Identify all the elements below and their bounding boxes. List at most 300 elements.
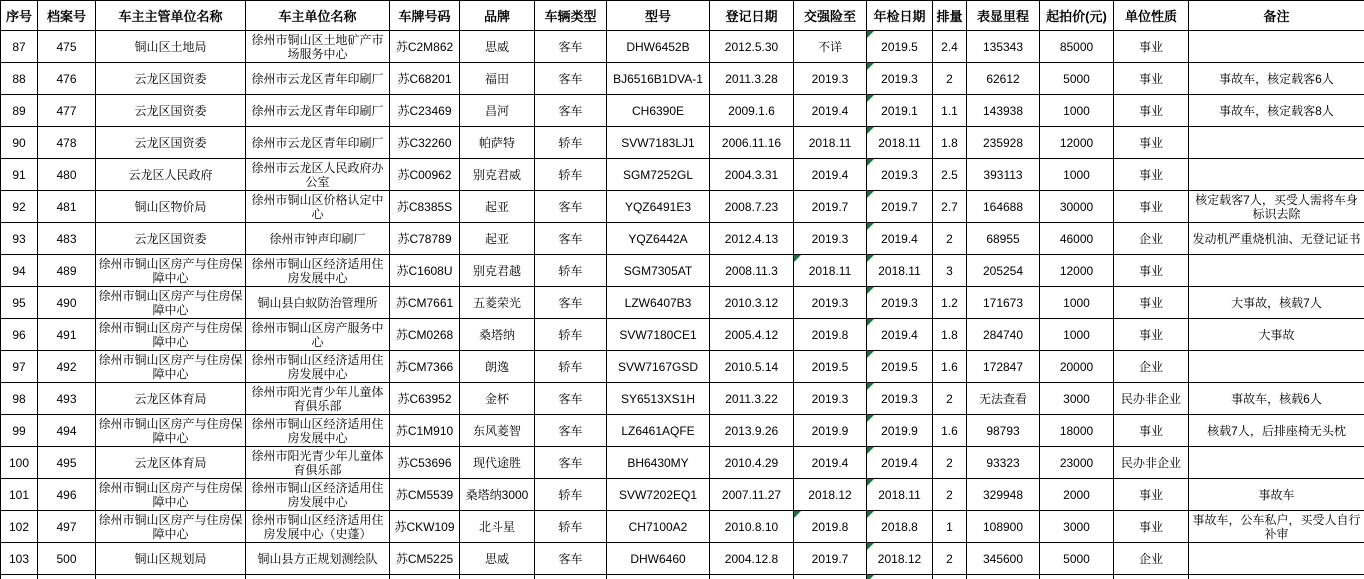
cell-owner-unit[interactable]: 徐州市云龙区青年印刷厂 (246, 63, 390, 95)
cell-insurance-until[interactable]: 2019.3 (794, 287, 867, 319)
cell-start-price[interactable] (1040, 575, 1114, 579)
cell-owner-unit[interactable]: 徐州市钟声印刷厂 (246, 223, 390, 255)
header-cell-file-no[interactable]: 档案号 (38, 1, 96, 31)
cell-unit-nature[interactable] (1114, 575, 1189, 579)
cell-insurance-until[interactable]: 2018.11 (794, 255, 867, 287)
cell-mileage[interactable] (967, 575, 1040, 579)
cell-insurance-until[interactable]: 2018.11 (794, 127, 867, 159)
cell-vehicle-type[interactable]: 客车 (535, 447, 607, 479)
cell-displacement[interactable]: 2 (933, 223, 967, 255)
cell-inspection-date[interactable]: 2019.5 (867, 351, 933, 383)
cell-start-price[interactable]: 30000 (1040, 191, 1114, 223)
cell-plate[interactable]: 苏C23469 (390, 95, 460, 127)
header-cell-unit-nature[interactable]: 单位性质 (1114, 1, 1189, 31)
cell-vehicle-type[interactable]: 轿车 (535, 319, 607, 351)
cell-reg-date[interactable]: 2007.11.27 (710, 479, 794, 511)
cell-reg-date[interactable]: 2009.1.6 (710, 95, 794, 127)
cell-start-price[interactable]: 12000 (1040, 127, 1114, 159)
cell-serial[interactable]: 97 (1, 351, 38, 383)
cell-serial[interactable]: 96 (1, 319, 38, 351)
header-cell-brand[interactable]: 品牌 (460, 1, 535, 31)
cell-reg-date[interactable]: 2008.7.23 (710, 191, 794, 223)
cell-model[interactable]: LZW6407B3 (607, 287, 710, 319)
cell-supervisor-unit[interactable]: 云龙区国资委 (96, 95, 246, 127)
cell-displacement[interactable]: 1 (933, 511, 967, 543)
cell-mileage[interactable]: 284740 (967, 319, 1040, 351)
cell-remarks[interactable]: 事故车，核定载客8人 (1189, 95, 1364, 127)
cell-supervisor-unit[interactable]: 云龙区国资委 (96, 63, 246, 95)
cell-serial[interactable]: 102 (1, 511, 38, 543)
cell-remarks[interactable]: 事故车，公车私户，买受人自行补审 (1189, 511, 1364, 543)
cell-mileage[interactable]: 172847 (967, 351, 1040, 383)
cell-insurance-until[interactable]: 2019.8 (794, 511, 867, 543)
cell-start-price[interactable]: 1000 (1040, 287, 1114, 319)
cell-serial[interactable]: 89 (1, 95, 38, 127)
cell-brand[interactable]: 桑塔纳 (460, 319, 535, 351)
cell-owner-unit[interactable]: 徐州市铜山区土地矿产市场服务中心 (246, 31, 390, 63)
cell-supervisor-unit[interactable]: 云龙区人民政府 (96, 159, 246, 191)
cell-start-price[interactable]: 23000 (1040, 447, 1114, 479)
cell-insurance-until[interactable]: 2019.4 (794, 159, 867, 191)
cell-owner-unit[interactable]: 徐州市铜山区经济适用住房发展中心 (246, 479, 390, 511)
cell-unit-nature[interactable]: 事业 (1114, 159, 1189, 191)
cell-supervisor-unit[interactable]: 徐州市铜山区房产与住房保障中心 (96, 255, 246, 287)
cell-supervisor-unit[interactable]: 云龙区体育局 (96, 447, 246, 479)
cell-reg-date[interactable]: 2010.3.12 (710, 287, 794, 319)
header-cell-insurance-until[interactable]: 交强险至 (794, 1, 867, 31)
cell-brand[interactable]: 起亚 (460, 223, 535, 255)
cell-model[interactable]: DHW6460 (607, 543, 710, 575)
cell-remarks[interactable]: 事故车，核定载客6人 (1189, 63, 1364, 95)
cell-remarks[interactable]: 核载7人，后排座椅无头枕 (1189, 415, 1364, 447)
cell-insurance-until[interactable]: 2019.8 (794, 319, 867, 351)
cell-file-no[interactable]: 480 (38, 159, 96, 191)
cell-mileage[interactable]: 135343 (967, 31, 1040, 63)
cell-vehicle-type[interactable]: 轿车 (535, 351, 607, 383)
header-cell-owner-unit[interactable]: 车主单位名称 (246, 1, 390, 31)
cell-reg-date[interactable]: 2011.3.28 (710, 63, 794, 95)
cell-serial[interactable]: 98 (1, 383, 38, 415)
cell-serial[interactable] (1, 575, 38, 579)
cell-supervisor-unit[interactable]: 徐州市铜山区房产与住房保障中心 (96, 287, 246, 319)
cell-start-price[interactable]: 3000 (1040, 383, 1114, 415)
header-cell-supervisor-unit[interactable]: 车主主管单位名称 (96, 1, 246, 31)
cell-remarks[interactable]: 核定载客7人，买受人需将车身标识去除 (1189, 191, 1364, 223)
cell-inspection-date[interactable]: 2019.4 (867, 223, 933, 255)
cell-serial[interactable]: 99 (1, 415, 38, 447)
cell-model[interactable]: CH7100A2 (607, 511, 710, 543)
cell-unit-nature[interactable]: 民办非企业 (1114, 383, 1189, 415)
cell-unit-nature[interactable]: 事业 (1114, 287, 1189, 319)
cell-inspection-date[interactable]: 2018.8 (867, 511, 933, 543)
cell-brand[interactable]: 帕萨特 (460, 127, 535, 159)
cell-start-price[interactable]: 3000 (1040, 511, 1114, 543)
cell-unit-nature[interactable]: 事业 (1114, 63, 1189, 95)
cell-brand[interactable]: 昌河 (460, 95, 535, 127)
cell-start-price[interactable]: 1000 (1040, 95, 1114, 127)
cell-reg-date[interactable]: 2010.8.10 (710, 511, 794, 543)
cell-serial[interactable]: 90 (1, 127, 38, 159)
cell-serial[interactable]: 92 (1, 191, 38, 223)
cell-serial[interactable]: 95 (1, 287, 38, 319)
cell-remarks[interactable] (1189, 31, 1364, 63)
cell-insurance-until[interactable]: 2019.3 (794, 223, 867, 255)
cell-supervisor-unit[interactable]: 云龙区国资委 (96, 223, 246, 255)
cell-model[interactable]: SGM7252GL (607, 159, 710, 191)
cell-remarks[interactable]: 大事故，核载7人 (1189, 287, 1364, 319)
cell-insurance-until[interactable]: 不详 (794, 31, 867, 63)
header-cell-mileage[interactable]: 表显里程 (967, 1, 1040, 31)
cell-start-price[interactable]: 12000 (1040, 255, 1114, 287)
cell-displacement[interactable]: 1.6 (933, 351, 967, 383)
cell-file-no[interactable]: 497 (38, 511, 96, 543)
cell-brand[interactable]: 现代途胜 (460, 447, 535, 479)
cell-serial[interactable]: 93 (1, 223, 38, 255)
cell-displacement[interactable]: 2 (933, 63, 967, 95)
header-cell-reg-date[interactable]: 登记日期 (710, 1, 794, 31)
cell-inspection-date[interactable]: 2018.11 (867, 479, 933, 511)
cell-unit-nature[interactable]: 事业 (1114, 127, 1189, 159)
cell-plate[interactable] (390, 575, 460, 579)
cell-start-price[interactable]: 20000 (1040, 351, 1114, 383)
header-cell-plate[interactable]: 车牌号码 (390, 1, 460, 31)
cell-model[interactable]: SVW7167GSD (607, 351, 710, 383)
cell-insurance-until[interactable] (794, 575, 867, 579)
cell-insurance-until[interactable]: 2019.3 (794, 63, 867, 95)
cell-reg-date[interactable]: 2010.5.14 (710, 351, 794, 383)
cell-vehicle-type[interactable]: 轿车 (535, 255, 607, 287)
cell-file-no[interactable]: 496 (38, 479, 96, 511)
cell-displacement[interactable]: 2 (933, 479, 967, 511)
header-cell-remarks[interactable]: 备注 (1189, 1, 1364, 31)
cell-mileage[interactable]: 108900 (967, 511, 1040, 543)
cell-file-no[interactable]: 489 (38, 255, 96, 287)
cell-serial[interactable]: 103 (1, 543, 38, 575)
cell-plate[interactable]: 苏CM5225 (390, 543, 460, 575)
cell-insurance-until[interactable]: 2019.4 (794, 447, 867, 479)
cell-owner-unit[interactable]: 徐州市铜山区经济适用住房发展中心（史蓬） (246, 511, 390, 543)
cell-unit-nature[interactable]: 企业 (1114, 543, 1189, 575)
cell-plate[interactable]: 苏CM7366 (390, 351, 460, 383)
cell-file-no[interactable]: 495 (38, 447, 96, 479)
cell-unit-nature[interactable]: 事业 (1114, 255, 1189, 287)
cell-inspection-date[interactable]: 2018.11 (867, 127, 933, 159)
cell-inspection-date[interactable]: 2019.9 (867, 415, 933, 447)
cell-start-price[interactable]: 2000 (1040, 479, 1114, 511)
cell-owner-unit[interactable]: 徐州市云龙区青年印刷厂 (246, 127, 390, 159)
cell-insurance-until[interactable]: 2019.9 (794, 415, 867, 447)
cell-vehicle-type[interactable]: 客车 (535, 63, 607, 95)
cell-file-no[interactable]: 490 (38, 287, 96, 319)
cell-model[interactable]: LZ6461AQFE (607, 415, 710, 447)
cell-owner-unit[interactable]: 铜山县白蚁防治管理所 (246, 287, 390, 319)
cell-inspection-date[interactable]: 2019.4 (867, 319, 933, 351)
cell-mileage[interactable]: 171673 (967, 287, 1040, 319)
cell-displacement[interactable]: 1.6 (933, 415, 967, 447)
header-cell-displacement[interactable]: 排量 (933, 1, 967, 31)
cell-serial[interactable]: 88 (1, 63, 38, 95)
cell-displacement[interactable] (933, 575, 967, 579)
cell-file-no[interactable]: 481 (38, 191, 96, 223)
cell-insurance-until[interactable]: 2018.12 (794, 479, 867, 511)
cell-owner-unit[interactable]: 徐州市铜山区价格认定中心 (246, 191, 390, 223)
cell-owner-unit[interactable]: 铜山县方正规划测绘队 (246, 543, 390, 575)
cell-reg-date[interactable] (710, 575, 794, 579)
cell-vehicle-type[interactable]: 客车 (535, 191, 607, 223)
cell-supervisor-unit[interactable]: 铜山区土地局 (96, 31, 246, 63)
cell-brand[interactable]: 福田 (460, 63, 535, 95)
cell-reg-date[interactable]: 2006.11.16 (710, 127, 794, 159)
cell-plate[interactable]: 苏C53696 (390, 447, 460, 479)
cell-remarks[interactable]: 事故车 (1189, 479, 1364, 511)
cell-unit-nature[interactable]: 事业 (1114, 31, 1189, 63)
cell-vehicle-type[interactable]: 轿车 (535, 159, 607, 191)
cell-remarks[interactable] (1189, 159, 1364, 191)
cell-vehicle-type[interactable]: 轿车 (535, 511, 607, 543)
cell-supervisor-unit[interactable] (96, 575, 246, 579)
cell-insurance-until[interactable]: 2019.5 (794, 351, 867, 383)
cell-inspection-date[interactable]: 2019.3 (867, 63, 933, 95)
cell-mileage[interactable]: 无法查看 (967, 383, 1040, 415)
cell-start-price[interactable]: 46000 (1040, 223, 1114, 255)
cell-displacement[interactable]: 2.5 (933, 159, 967, 191)
cell-supervisor-unit[interactable]: 云龙区体育局 (96, 383, 246, 415)
cell-insurance-until[interactable]: 2019.7 (794, 191, 867, 223)
cell-mileage[interactable]: 93323 (967, 447, 1040, 479)
cell-brand[interactable]: 桑塔纳3000 (460, 479, 535, 511)
cell-model[interactable]: DHW6452B (607, 31, 710, 63)
cell-inspection-date[interactable]: 2019.1 (867, 95, 933, 127)
cell-remarks[interactable]: 发动机严重烧机油、无登记证书 (1189, 223, 1364, 255)
cell-insurance-until[interactable]: 2019.4 (794, 95, 867, 127)
cell-file-no[interactable]: 492 (38, 351, 96, 383)
cell-displacement[interactable]: 2 (933, 447, 967, 479)
cell-owner-unit[interactable]: 徐州市铜山区经济适用住房发展中心 (246, 351, 390, 383)
cell-start-price[interactable]: 1000 (1040, 159, 1114, 191)
cell-file-no[interactable]: 477 (38, 95, 96, 127)
cell-owner-unit[interactable]: 徐州市阳光青少年儿童体育俱乐部 (246, 447, 390, 479)
cell-serial[interactable]: 100 (1, 447, 38, 479)
header-cell-inspection-date[interactable]: 年检日期 (867, 1, 933, 31)
cell-reg-date[interactable]: 2013.9.26 (710, 415, 794, 447)
cell-model[interactable]: SVW7202EQ1 (607, 479, 710, 511)
cell-displacement[interactable]: 2.7 (933, 191, 967, 223)
cell-plate[interactable]: 苏CM5539 (390, 479, 460, 511)
cell-vehicle-type[interactable]: 客车 (535, 95, 607, 127)
cell-unit-nature[interactable]: 事业 (1114, 319, 1189, 351)
cell-reg-date[interactable]: 2004.3.31 (710, 159, 794, 191)
cell-brand[interactable]: 金杯 (460, 383, 535, 415)
cell-unit-nature[interactable]: 事业 (1114, 511, 1189, 543)
cell-owner-unit[interactable]: 徐州市阳光青少年儿童体育俱乐部 (246, 383, 390, 415)
cell-insurance-until[interactable]: 2019.3 (794, 383, 867, 415)
cell-mileage[interactable]: 393113 (967, 159, 1040, 191)
cell-displacement[interactable]: 3 (933, 255, 967, 287)
cell-file-no[interactable]: 476 (38, 63, 96, 95)
cell-reg-date[interactable]: 2010.4.29 (710, 447, 794, 479)
cell-file-no[interactable]: 475 (38, 31, 96, 63)
cell-mileage[interactable]: 98793 (967, 415, 1040, 447)
cell-vehicle-type[interactable]: 客车 (535, 287, 607, 319)
cell-model[interactable] (607, 575, 710, 579)
cell-displacement[interactable]: 2 (933, 543, 967, 575)
cell-model[interactable]: SVW7183LJ1 (607, 127, 710, 159)
cell-unit-nature[interactable]: 事业 (1114, 191, 1189, 223)
cell-owner-unit[interactable]: 徐州市铜山区房产服务中心 (246, 319, 390, 351)
cell-plate[interactable]: 苏C63952 (390, 383, 460, 415)
cell-inspection-date[interactable]: 2019.3 (867, 383, 933, 415)
cell-reg-date[interactable]: 2012.5.30 (710, 31, 794, 63)
cell-remarks[interactable] (1189, 255, 1364, 287)
cell-inspection-date[interactable]: 2018.11 (867, 255, 933, 287)
cell-mileage[interactable]: 329948 (967, 479, 1040, 511)
cell-mileage[interactable]: 62612 (967, 63, 1040, 95)
cell-supervisor-unit[interactable]: 徐州市铜山区房产与住房保障中心 (96, 319, 246, 351)
header-cell-vehicle-type[interactable]: 车辆类型 (535, 1, 607, 31)
cell-displacement[interactable]: 1.8 (933, 319, 967, 351)
cell-owner-unit[interactable]: 徐州市铜山区经济适用住房发展中心 (246, 255, 390, 287)
cell-file-no[interactable]: 494 (38, 415, 96, 447)
cell-model[interactable]: SGM7305AT (607, 255, 710, 287)
cell-remarks[interactable]: 大事故 (1189, 319, 1364, 351)
cell-reg-date[interactable]: 2004.12.8 (710, 543, 794, 575)
cell-vehicle-type[interactable]: 客车 (535, 543, 607, 575)
cell-file-no[interactable]: 493 (38, 383, 96, 415)
cell-start-price[interactable]: 5000 (1040, 63, 1114, 95)
cell-file-no[interactable]: 500 (38, 543, 96, 575)
cell-brand[interactable]: 朗逸 (460, 351, 535, 383)
cell-brand[interactable]: 五菱荣光 (460, 287, 535, 319)
cell-vehicle-type[interactable] (535, 575, 607, 579)
cell-brand[interactable]: 东风菱智 (460, 415, 535, 447)
cell-unit-nature[interactable]: 事业 (1114, 479, 1189, 511)
cell-unit-nature[interactable]: 企业 (1114, 351, 1189, 383)
cell-plate[interactable]: 苏C8385S (390, 191, 460, 223)
cell-serial[interactable]: 94 (1, 255, 38, 287)
cell-plate[interactable]: 苏CKW109 (390, 511, 460, 543)
cell-inspection-date[interactable]: 2019.3 (867, 287, 933, 319)
cell-unit-nature[interactable]: 事业 (1114, 415, 1189, 447)
cell-serial[interactable]: 91 (1, 159, 38, 191)
cell-brand[interactable]: 起亚 (460, 191, 535, 223)
cell-file-no[interactable]: 483 (38, 223, 96, 255)
cell-vehicle-type[interactable]: 客车 (535, 383, 607, 415)
cell-supervisor-unit[interactable]: 铜山区物价局 (96, 191, 246, 223)
cell-inspection-date[interactable]: 2019.4 (867, 447, 933, 479)
cell-mileage[interactable]: 164688 (967, 191, 1040, 223)
cell-inspection-date[interactable] (867, 575, 933, 579)
cell-remarks[interactable] (1189, 447, 1364, 479)
cell-brand[interactable] (460, 575, 535, 579)
cell-file-no[interactable]: 478 (38, 127, 96, 159)
cell-mileage[interactable]: 68955 (967, 223, 1040, 255)
cell-owner-unit[interactable] (246, 575, 390, 579)
cell-mileage[interactable]: 143938 (967, 95, 1040, 127)
cell-reg-date[interactable]: 2005.4.12 (710, 319, 794, 351)
cell-owner-unit[interactable]: 徐州市云龙区青年印刷厂 (246, 95, 390, 127)
header-cell-serial[interactable]: 序号 (1, 1, 38, 31)
header-cell-start-price[interactable]: 起拍价(元) (1040, 1, 1114, 31)
cell-start-price[interactable]: 1000 (1040, 319, 1114, 351)
cell-remarks[interactable] (1189, 575, 1364, 579)
cell-inspection-date[interactable]: 2019.7 (867, 191, 933, 223)
cell-vehicle-type[interactable]: 客车 (535, 223, 607, 255)
cell-remarks[interactable]: 事故车，核载6人 (1189, 383, 1364, 415)
cell-remarks[interactable] (1189, 127, 1364, 159)
cell-model[interactable]: SY6513XS1H (607, 383, 710, 415)
cell-model[interactable]: SVW7180CE1 (607, 319, 710, 351)
cell-plate[interactable]: 苏C68201 (390, 63, 460, 95)
cell-plate[interactable]: 苏C32260 (390, 127, 460, 159)
cell-plate[interactable]: 苏C2M862 (390, 31, 460, 63)
cell-file-no[interactable]: 491 (38, 319, 96, 351)
header-cell-model[interactable]: 型号 (607, 1, 710, 31)
cell-displacement[interactable]: 1.8 (933, 127, 967, 159)
cell-displacement[interactable]: 2.4 (933, 31, 967, 63)
cell-model[interactable]: CH6390E (607, 95, 710, 127)
cell-brand[interactable]: 北斗星 (460, 511, 535, 543)
cell-remarks[interactable] (1189, 351, 1364, 383)
cell-plate[interactable]: 苏C1608U (390, 255, 460, 287)
cell-mileage[interactable]: 205254 (967, 255, 1040, 287)
cell-serial[interactable]: 87 (1, 31, 38, 63)
cell-brand[interactable]: 别克君越 (460, 255, 535, 287)
cell-model[interactable]: YQZ6491E3 (607, 191, 710, 223)
cell-model[interactable]: BJ6516B1DVA-1 (607, 63, 710, 95)
cell-mileage[interactable]: 235928 (967, 127, 1040, 159)
cell-model[interactable]: BH6430MY (607, 447, 710, 479)
cell-supervisor-unit[interactable]: 徐州市铜山区房产与住房保障中心 (96, 351, 246, 383)
cell-inspection-date[interactable]: 2019.3 (867, 159, 933, 191)
cell-vehicle-type[interactable]: 轿车 (535, 127, 607, 159)
cell-supervisor-unit[interactable]: 徐州市铜山区房产与住房保障中心 (96, 415, 246, 447)
cell-unit-nature[interactable]: 事业 (1114, 95, 1189, 127)
cell-unit-nature[interactable]: 企业 (1114, 223, 1189, 255)
cell-vehicle-type[interactable]: 轿车 (535, 479, 607, 511)
cell-brand[interactable]: 别克君威 (460, 159, 535, 191)
cell-plate[interactable]: 苏C1M910 (390, 415, 460, 447)
cell-plate[interactable]: 苏C78789 (390, 223, 460, 255)
cell-model[interactable]: YQZ6442A (607, 223, 710, 255)
cell-unit-nature[interactable]: 民办非企业 (1114, 447, 1189, 479)
cell-owner-unit[interactable]: 徐州市云龙区人民政府办公室 (246, 159, 390, 191)
cell-inspection-date[interactable]: 2019.5 (867, 31, 933, 63)
cell-plate[interactable]: 苏CM7661 (390, 287, 460, 319)
cell-supervisor-unit[interactable]: 云龙区国资委 (96, 127, 246, 159)
cell-mileage[interactable]: 345600 (967, 543, 1040, 575)
cell-supervisor-unit[interactable]: 徐州市铜山区房产与住房保障中心 (96, 511, 246, 543)
cell-displacement[interactable]: 1.1 (933, 95, 967, 127)
cell-reg-date[interactable]: 2012.4.13 (710, 223, 794, 255)
cell-insurance-until[interactable]: 2019.7 (794, 543, 867, 575)
cell-supervisor-unit[interactable]: 徐州市铜山区房产与住房保障中心 (96, 479, 246, 511)
cell-supervisor-unit[interactable]: 铜山区规划局 (96, 543, 246, 575)
cell-vehicle-type[interactable]: 客车 (535, 415, 607, 447)
cell-inspection-date[interactable]: 2018.12 (867, 543, 933, 575)
cell-start-price[interactable]: 18000 (1040, 415, 1114, 447)
cell-vehicle-type[interactable]: 客车 (535, 31, 607, 63)
cell-brand[interactable]: 思威 (460, 543, 535, 575)
cell-file-no[interactable] (38, 575, 96, 579)
cell-brand[interactable]: 思威 (460, 31, 535, 63)
cell-start-price[interactable]: 5000 (1040, 543, 1114, 575)
cell-reg-date[interactable]: 2011.3.22 (710, 383, 794, 415)
cell-owner-unit[interactable]: 徐州市铜山区经济适用住房发展中心 (246, 415, 390, 447)
cell-displacement[interactable]: 1.2 (933, 287, 967, 319)
cell-serial[interactable]: 101 (1, 479, 38, 511)
cell-remarks[interactable] (1189, 543, 1364, 575)
cell-plate[interactable]: 苏C00962 (390, 159, 460, 191)
